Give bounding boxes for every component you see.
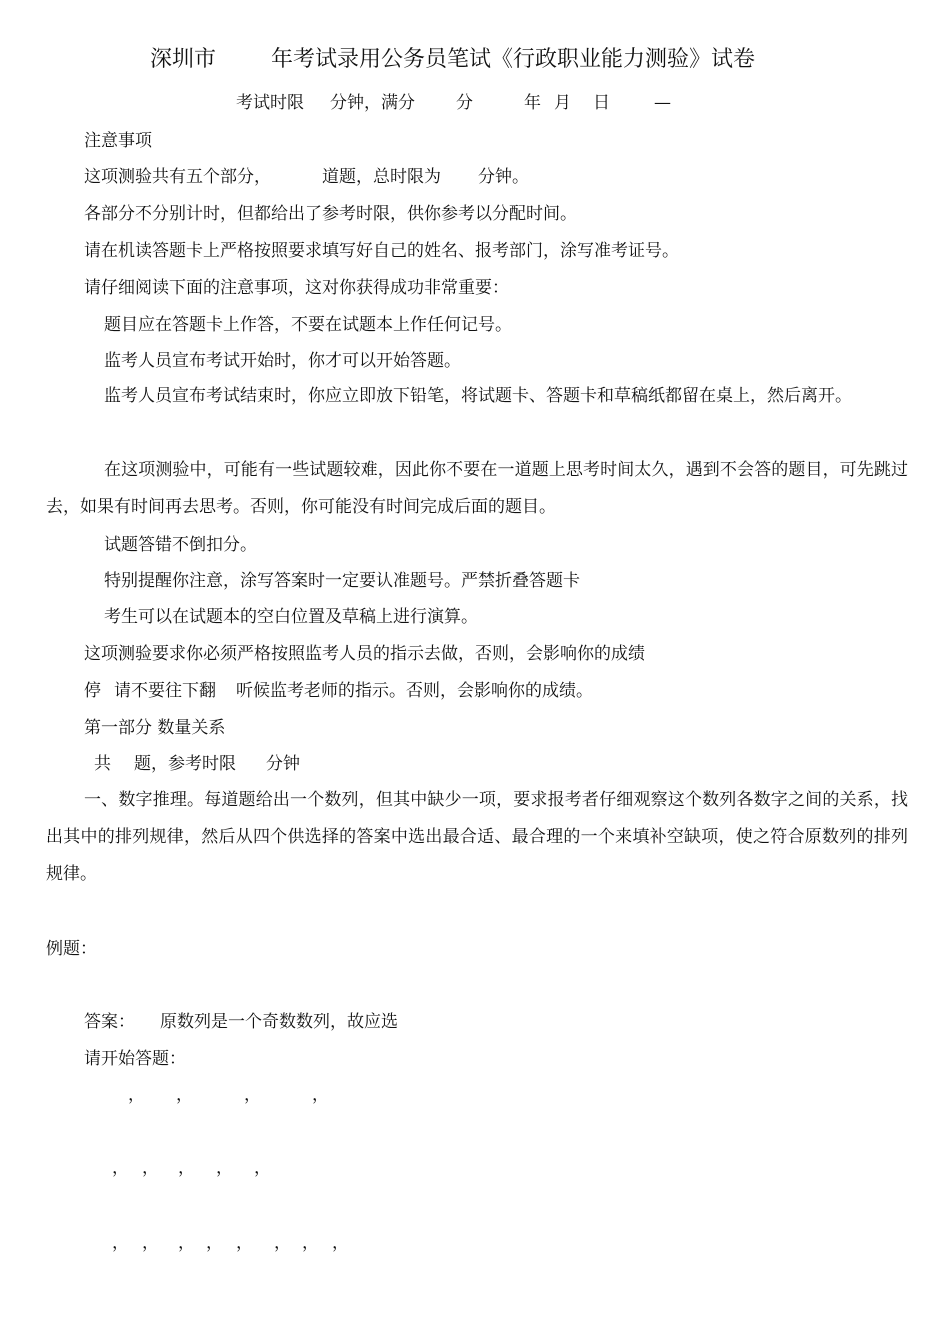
stop-label: 停 (84, 681, 101, 701)
q3-comma: ， (142, 1233, 159, 1253)
notice-line1-c: 分钟。 (478, 167, 529, 187)
notice-line1-b: 道题，总时限为 (322, 167, 441, 187)
notice-item-2: 监考人员宣布考试开始时，你才可以开始答题。 (104, 351, 461, 371)
part1-heading: 第一部分 数量关系 (84, 718, 226, 738)
q3-comma: ， (206, 1233, 223, 1253)
answer-text: 原数列是一个奇数数列，故应选 (160, 1012, 398, 1032)
q3-comma: ， (332, 1233, 349, 1253)
meta-minutes-label: 分钟，满分 (330, 93, 415, 113)
answer-label: 答案： (84, 1012, 135, 1032)
part1-count-b: 题，参考时限 (134, 754, 236, 774)
notice-item-7: 考生可以在试题本的空白位置及草稿上进行演算。 (104, 607, 478, 627)
q2-comma: ， (178, 1158, 195, 1178)
notice-item-3: 监考人员宣布考试结束时，你应立即放下铅笔，将试题卡、答题卡和草稿纸都留在桌上，然后离开。 (104, 386, 852, 406)
notice-line3: 请在机读答题卡上严格按照要求填写好自己的姓名、报考部门，涂写准考证号。 (84, 241, 679, 261)
notice-line4: 请仔细阅读下面的注意事项，这对你获得成功非常重要： (84, 278, 509, 298)
meta-year-label: 年 (524, 93, 541, 113)
notice-item-1: 题目应在答题卡上作答，不要在试题本上作任何记号。 (104, 315, 512, 335)
notice-line2: 各部分不分别计时，但都给出了参考时限，供你参考以分配时间。 (84, 204, 577, 224)
notice-line5: 这项测验要求你必须严格按照监考人员的指示去做，否则，会影响你的成绩 (84, 644, 645, 664)
meta-time-label: 考试时限 (236, 93, 304, 113)
notice-item-5: 试题答错不倒扣分。 (104, 535, 257, 555)
q3-comma: ， (178, 1233, 195, 1253)
q3-comma: ， (302, 1233, 319, 1253)
title-city: 深圳市 (150, 47, 217, 72)
q1-comma: ， (128, 1085, 145, 1105)
part1-intro: 一、数字推理。每道题给出一个数列，但其中缺少一项，要求报考者仔细观察这个数列各数字之间的关系，找出其中的排列规律，然后从四个供选择的答案中选出最合适、最合理的一个来填补空缺项，使之符合原数列的排列规律。 (46, 790, 908, 884)
meta-day-label: 日 (593, 93, 610, 113)
meta-month-label: 月 (554, 93, 571, 113)
q3-comma: ， (112, 1233, 129, 1253)
q2-comma: ， (254, 1158, 271, 1178)
notice-line1-a: 这项测验共有五个部分， (84, 167, 271, 187)
part1-count-c: 分钟 (266, 754, 300, 774)
example-label: 例题： (46, 939, 97, 959)
q2-comma: ， (112, 1158, 129, 1178)
meta-dash: — (654, 93, 671, 113)
q2-comma: ， (142, 1158, 159, 1178)
q1-comma: ， (176, 1085, 193, 1105)
q3-comma: ， (236, 1233, 253, 1253)
page-title: 年考试录用公务员笔试《行政职业能力测验》试卷 (271, 47, 756, 72)
stop-instruction: 请不要往下翻 (114, 681, 216, 701)
meta-points-label: 分 (456, 93, 473, 113)
notice-heading: 注意事项 (84, 131, 152, 151)
notice-item-4: 在这项测验中，可能有一些试题较难，因此你不要在一道题上思考时间太久，遇到不会答的题目，可先跳过去，如果有时间再去思考。否则，你可能没有时间完成后面的题目。 (46, 460, 908, 517)
q1-comma: ， (312, 1085, 329, 1105)
q1-comma: ， (244, 1085, 261, 1105)
part1-count-a: 共 (94, 754, 111, 774)
q2-comma: ， (216, 1158, 233, 1178)
notice-item-6: 特别提醒你注意，涂写答案时一定要认准题号。严禁折叠答题卡 (104, 571, 580, 591)
q3-comma: ， (274, 1233, 291, 1253)
start-label: 请开始答题： (84, 1049, 186, 1069)
stop-wait: 听候监考老师的指示。否则，会影响你的成绩。 (236, 681, 593, 701)
